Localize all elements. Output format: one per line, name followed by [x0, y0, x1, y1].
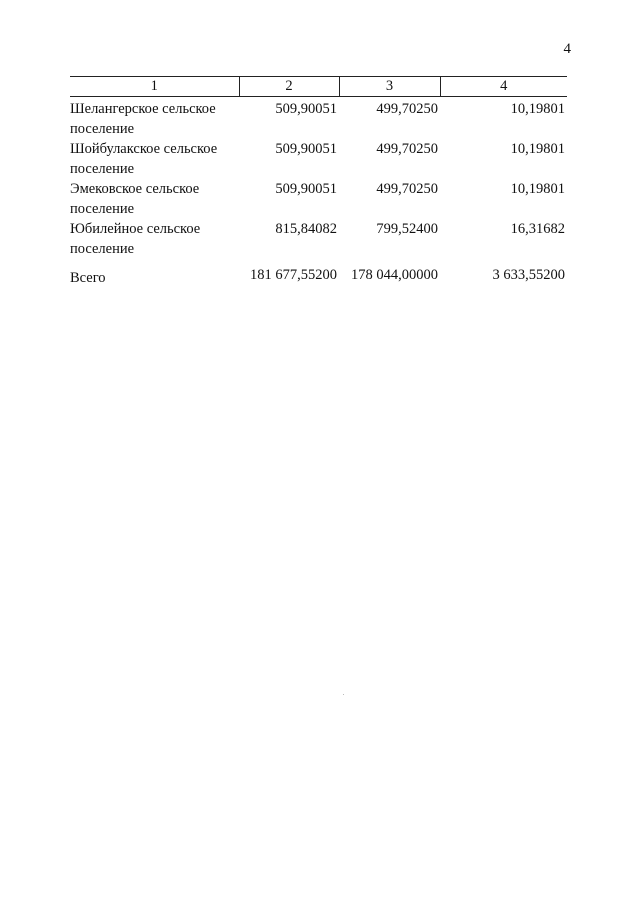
settlement-name: Юбилейное сельское поселение	[70, 221, 201, 257]
table-row	[70, 97, 567, 140]
amount-col3: 499,70250	[376, 141, 438, 157]
amount-col4: 10,19801	[510, 101, 565, 117]
allocation-table	[70, 76, 567, 289]
amount-col3: 499,70250	[376, 101, 438, 117]
table-row	[70, 219, 567, 259]
amount-col2: 509,90051	[275, 181, 337, 197]
table-row	[70, 139, 567, 179]
column-header-4: 4	[440, 77, 567, 97]
settlement-name: Шелангерское сельское поселение	[70, 101, 216, 137]
amount-col4: 16,31682	[510, 221, 565, 237]
table-header-row	[70, 77, 567, 97]
settlement-name: Шойбулакское сельское поселение	[70, 141, 218, 177]
column-header-2: 2	[239, 77, 339, 97]
scan-speck	[343, 694, 344, 695]
amount-col3: 499,70250	[376, 181, 438, 197]
amount-col3: 799,52400	[376, 221, 438, 237]
amount-col2: 509,90051	[275, 141, 337, 157]
settlement-name: Эмековское сельское поселение	[70, 181, 200, 217]
amount-col2: 509,90051	[275, 101, 337, 117]
total-col3: 178 044,00000	[351, 267, 438, 283]
total-label: Всего	[70, 270, 106, 286]
amount-col2: 815,84082	[275, 221, 337, 237]
total-row	[70, 259, 567, 289]
amount-col4: 10,19801	[510, 181, 565, 197]
total-col4: 3 633,55200	[492, 267, 565, 283]
amount-col4: 10,19801	[510, 141, 565, 157]
column-header-1: 1	[70, 77, 239, 97]
page-number: 4	[563, 41, 571, 57]
column-header-3: 3	[339, 77, 440, 97]
table-row	[70, 179, 567, 219]
total-col2: 181 677,55200	[250, 267, 337, 283]
